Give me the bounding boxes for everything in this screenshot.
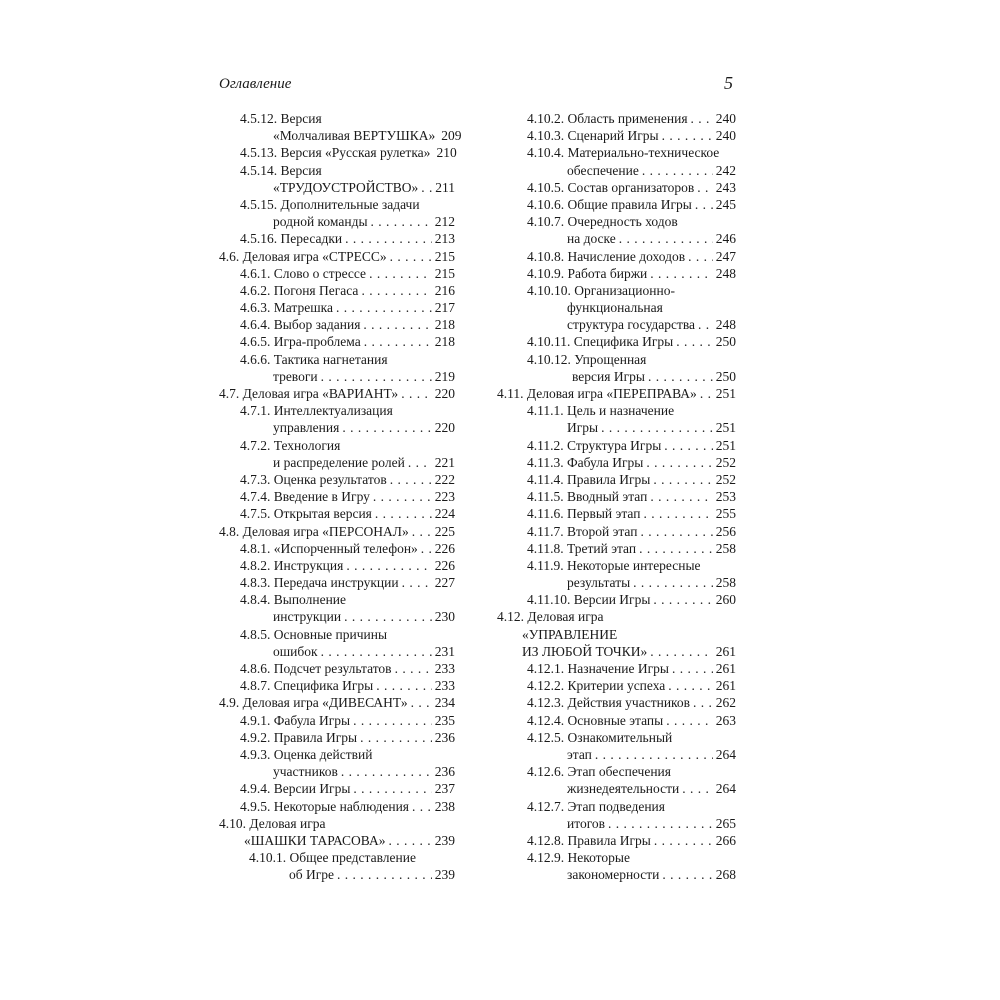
toc-entry-title: 4.8.2. Инструкция bbox=[240, 557, 344, 573]
toc-entry bbox=[497, 729, 736, 763]
toc-entry bbox=[219, 798, 455, 815]
dot-leader bbox=[341, 763, 432, 780]
toc-entry-title: 4.7.4. Введение в Игру bbox=[240, 489, 370, 505]
toc-entry-title: 4.6.5. Игра-проблема bbox=[240, 334, 361, 350]
dot-leader bbox=[601, 419, 713, 436]
toc-entry bbox=[219, 660, 455, 677]
toc-entry-title: 4.7. Деловая игра «ВАРИАНТ» bbox=[219, 386, 399, 401]
toc-entry-title: 4.10.11. Специфика Игры bbox=[527, 334, 674, 350]
toc-entry bbox=[497, 591, 736, 608]
toc-entry bbox=[497, 213, 736, 247]
dot-leader bbox=[344, 608, 432, 625]
toc-entry-title: 4.10.2. Область применения bbox=[527, 111, 688, 126]
dot-leader bbox=[353, 780, 431, 797]
toc-entry bbox=[497, 849, 736, 883]
dot-leader bbox=[633, 574, 713, 591]
dot-leader bbox=[342, 419, 431, 436]
toc-entry-title: 4.11.7. Второй этап bbox=[527, 523, 638, 539]
toc-entry-title: «Молчаливая ВЕРТУШКА» bbox=[273, 128, 436, 144]
toc-entry-page: 236 bbox=[434, 764, 455, 780]
toc-entry-page: 260 bbox=[715, 592, 736, 608]
toc-entry-title: 4.11.6. Первый этап bbox=[527, 506, 641, 522]
toc-entry-title: жизнедеятельности bbox=[567, 781, 680, 797]
toc-entry bbox=[497, 763, 736, 797]
toc-entry-page: 238 bbox=[434, 798, 455, 814]
toc-entry-page: 221 bbox=[434, 454, 455, 470]
toc-entry-title: 4.5.14. Версия bbox=[240, 162, 322, 178]
toc-entry bbox=[497, 196, 736, 213]
toc-entry-title: 4.10.7. Очередность ходов bbox=[527, 214, 678, 230]
toc-entry-title: «ШАШКИ ТАРАСОВА» bbox=[244, 832, 386, 848]
toc-entry-page: 247 bbox=[715, 248, 736, 264]
toc-entry-title: ошибок bbox=[273, 643, 318, 659]
toc-entry-page: 240 bbox=[715, 111, 736, 126]
toc-entry bbox=[219, 230, 455, 247]
dot-leader bbox=[363, 316, 431, 333]
toc-entry bbox=[497, 488, 736, 505]
toc-entry-page: 250 bbox=[715, 368, 736, 384]
toc-entry-page: 245 bbox=[715, 196, 736, 212]
toc-entry bbox=[219, 780, 455, 797]
dot-leader bbox=[666, 712, 713, 729]
toc-entry-title: 4.7.2. Технология bbox=[240, 437, 341, 453]
dot-leader bbox=[375, 505, 432, 522]
toc-entry bbox=[219, 540, 455, 557]
toc-entry-title: 4.10.4. Материально-техническое bbox=[527, 145, 720, 161]
toc-entry-title: 4.6.1. Слово о стрессе bbox=[240, 265, 367, 281]
toc-entry bbox=[497, 712, 736, 729]
dot-leader bbox=[376, 677, 432, 694]
toc-entry-title: управления bbox=[273, 420, 340, 436]
toc-entry-page: 211 bbox=[435, 179, 455, 195]
dot-leader bbox=[650, 265, 712, 282]
toc-entry-title: 4.11.4. Правила Игры bbox=[527, 471, 651, 487]
dot-leader bbox=[698, 316, 713, 333]
toc-entry-title: 4.9.4. Версии Игры bbox=[240, 781, 351, 797]
toc-entry-page: 265 bbox=[715, 815, 736, 831]
toc-entry bbox=[219, 574, 455, 591]
dot-leader bbox=[695, 196, 713, 213]
toc-entry-title: 4.9.5. Некоторые наблюдения bbox=[240, 798, 410, 814]
toc-entry bbox=[497, 694, 736, 711]
dot-leader bbox=[676, 333, 713, 350]
toc-entry-title: 4.10.6. Общие правила Игры bbox=[527, 196, 692, 212]
toc-entry-page: 264 bbox=[715, 781, 736, 797]
toc-entry-title: версия Игры bbox=[572, 368, 645, 384]
toc-entry-page: 239 bbox=[434, 867, 455, 883]
toc-entry-title: закономерности bbox=[567, 867, 660, 883]
toc-entry-title: 4.9.2. Правила Игры bbox=[240, 729, 358, 745]
toc-entry-title: ИЗ ЛЮБОЙ ТОЧКИ» bbox=[522, 643, 648, 659]
toc-entry-title: 4.5.15. Дополнительные задачи bbox=[240, 196, 420, 212]
toc-entry-page: 224 bbox=[434, 506, 455, 522]
toc-entry bbox=[219, 333, 455, 350]
dot-leader bbox=[390, 471, 432, 488]
toc-entry bbox=[219, 196, 455, 230]
toc-entry-page: 219 bbox=[434, 368, 455, 384]
toc-entry-title: 4.9. Деловая игра «ДИВЕСАНТ» bbox=[219, 695, 408, 711]
toc-entry-title: итогов bbox=[567, 815, 606, 831]
toc-entry-page: 213 bbox=[434, 231, 455, 247]
toc-entry-page: 251 bbox=[715, 386, 736, 401]
toc-entry-title: 4.7.5. Открытая версия bbox=[240, 506, 372, 522]
dot-leader bbox=[346, 557, 431, 574]
toc-entry bbox=[497, 454, 736, 471]
dot-leader bbox=[654, 832, 713, 849]
toc-entry-title: 4.12.1. Назначение Игры bbox=[527, 661, 669, 676]
toc-entry bbox=[497, 333, 736, 350]
toc-entry-page: 261 bbox=[715, 678, 736, 694]
dot-leader bbox=[388, 832, 431, 849]
toc-entry-title: 4.12.3. Действия участников bbox=[527, 695, 691, 711]
toc-entry bbox=[497, 248, 736, 265]
dot-leader bbox=[650, 643, 713, 660]
toc-entry bbox=[219, 815, 455, 849]
toc-entry-title: 4.11.5. Вводный этап bbox=[527, 489, 648, 505]
toc-entry-page: 218 bbox=[434, 334, 455, 350]
dot-leader bbox=[664, 437, 712, 454]
toc-entry bbox=[497, 608, 736, 660]
toc-entry bbox=[497, 144, 736, 178]
toc-entry-title: 4.12.6. Этап обеспечения bbox=[527, 764, 671, 780]
toc-entry-page: 252 bbox=[715, 471, 736, 487]
toc-entry-page: 226 bbox=[434, 557, 455, 573]
toc-entry-title: родной команды bbox=[273, 214, 368, 230]
toc-entry-page: 251 bbox=[715, 420, 736, 436]
toc-entry bbox=[497, 282, 736, 334]
dot-leader bbox=[321, 368, 432, 385]
dot-leader bbox=[672, 660, 713, 677]
dot-leader bbox=[353, 712, 432, 729]
toc-entry-title: 4.10.8. Начисление доходов bbox=[527, 248, 686, 264]
toc-entry-page: 237 bbox=[434, 781, 455, 797]
toc-entry-title: 4.7.1. Интеллектуализация bbox=[240, 403, 393, 419]
toc-entry-page: 210 bbox=[436, 145, 457, 161]
toc-entry-title: 4.8.7. Специфика Игры bbox=[240, 678, 374, 694]
toc-entry bbox=[497, 660, 736, 677]
toc-entry-page: 264 bbox=[715, 746, 736, 762]
toc-entry-page: 255 bbox=[715, 506, 736, 522]
dot-leader bbox=[412, 798, 432, 815]
toc-entry-page: 236 bbox=[434, 729, 455, 745]
toc-entry bbox=[219, 746, 455, 780]
toc-entry bbox=[219, 144, 455, 161]
toc-entry-title: 4.12.4. Основные этапы bbox=[527, 712, 664, 728]
toc-entry-page: 258 bbox=[715, 540, 736, 556]
toc-entry bbox=[219, 677, 455, 694]
toc-entry bbox=[219, 282, 455, 299]
dot-leader bbox=[682, 780, 713, 797]
toc-entry bbox=[497, 798, 736, 832]
toc-entry bbox=[497, 523, 736, 540]
toc-entry-page: 222 bbox=[434, 471, 455, 487]
toc-entry-page: 250 bbox=[715, 334, 736, 350]
toc-entry-title: 4.12.7. Этап подведения bbox=[527, 798, 665, 814]
toc-entry-title: 4.10.12. Упрощенная bbox=[527, 351, 647, 367]
toc-entry bbox=[219, 385, 455, 402]
toc-entry-title: об Игре bbox=[289, 867, 335, 883]
toc-entry bbox=[497, 351, 736, 385]
dot-leader bbox=[360, 729, 432, 746]
toc-entry-title: 4.6. Деловая игра «СТРЕСС» bbox=[219, 248, 387, 264]
toc-entry-title: 4.6.2. Погоня Пегаса bbox=[240, 282, 359, 298]
dot-leader bbox=[408, 454, 432, 471]
toc-entry-page: 268 bbox=[715, 867, 736, 883]
toc-entry-title: 4.5.16. Пересадки bbox=[240, 231, 343, 247]
toc-entry-title: 4.8.1. «Испорченный телефон» bbox=[240, 540, 418, 556]
toc-entry-title: 4.5.12. Версия bbox=[240, 111, 322, 126]
toc-left-column bbox=[219, 110, 462, 883]
toc-entry-title: 4.8. Деловая игра «ПЕРСОНАЛ» bbox=[219, 523, 409, 539]
toc-entry bbox=[219, 110, 462, 144]
toc-entry-title: 4.6.6. Тактика нагнетания bbox=[240, 351, 388, 367]
toc-entry-title: 4.5.13. Версия «Русская рулетка» bbox=[240, 145, 431, 161]
toc-entry-page: 252 bbox=[715, 454, 736, 470]
toc-entry-page: 251 bbox=[715, 437, 736, 453]
toc-entry bbox=[497, 127, 736, 144]
dot-leader bbox=[662, 127, 713, 144]
toc-entry-title: 4.11.9. Некоторые интересные bbox=[527, 557, 701, 573]
toc-entry-page: 261 bbox=[715, 643, 736, 659]
toc-entry-title: 4.10. Деловая игра bbox=[219, 815, 326, 831]
dot-leader bbox=[411, 694, 432, 711]
toc-entry bbox=[497, 557, 736, 591]
toc-entry-title: 4.9.3. Оценка действий bbox=[240, 746, 373, 762]
toc-entry bbox=[497, 832, 736, 849]
toc-entry-title: 4.8.4. Выполнение bbox=[240, 592, 347, 608]
dot-leader bbox=[336, 299, 432, 316]
toc-entry-title: 4.8.3. Передача инструкции bbox=[240, 575, 399, 591]
toc-entry-title: 4.11.8. Третий этап bbox=[527, 540, 637, 556]
toc-entry-title: 4.6.4. Выбор задания bbox=[240, 317, 361, 333]
toc-entry-title: «УПРАВЛЕНИЕ bbox=[522, 626, 618, 642]
toc-entry-page: 223 bbox=[434, 489, 455, 505]
toc-entry-page: 220 bbox=[434, 420, 455, 436]
dot-leader bbox=[640, 523, 712, 540]
toc-entry bbox=[219, 162, 455, 196]
dot-leader bbox=[653, 591, 712, 608]
toc-entry-page: 239 bbox=[434, 832, 455, 848]
toc-entry-title: Игры bbox=[567, 420, 599, 436]
toc-entry-title: 4.10.10. Организационно- bbox=[527, 282, 675, 298]
toc-entry bbox=[497, 385, 736, 402]
toc-entry bbox=[219, 316, 455, 333]
toc-entry-page: 233 bbox=[434, 678, 455, 694]
toc-right-column bbox=[497, 110, 736, 883]
toc-entry-title: 4.12.2. Критерии успеха bbox=[527, 678, 666, 694]
dot-leader bbox=[643, 505, 712, 522]
toc-entry-title: функциональная bbox=[567, 300, 663, 316]
toc-entry-page: 234 bbox=[434, 695, 455, 711]
toc-entry-title: 4.10.5. Состав организаторов bbox=[527, 179, 695, 195]
dot-leader bbox=[364, 333, 432, 350]
toc-entry-title: 4.12.5. Ознакомительный bbox=[527, 729, 673, 745]
toc-entry-page: 248 bbox=[715, 265, 736, 281]
toc-entry-page: 225 bbox=[434, 523, 455, 539]
toc-entry bbox=[219, 402, 455, 436]
dot-leader bbox=[693, 694, 713, 711]
toc-entry bbox=[219, 557, 455, 574]
dot-leader bbox=[401, 385, 432, 402]
toc-entry-page: 226 bbox=[434, 540, 455, 556]
toc-entry bbox=[219, 265, 455, 282]
toc-entry-title: 4.10.1. Общее представление bbox=[249, 850, 416, 866]
dot-leader bbox=[321, 643, 432, 660]
toc-entry-title: этап bbox=[567, 746, 592, 762]
toc-entry-page: 262 bbox=[715, 695, 736, 711]
toc-entry-page: 242 bbox=[715, 162, 736, 178]
toc-entry bbox=[219, 694, 455, 711]
toc-entry-page: 261 bbox=[715, 661, 736, 676]
toc-entry-title: 4.12.9. Некоторые bbox=[527, 850, 630, 866]
toc-entry-title: обеспечение bbox=[567, 162, 639, 178]
toc-entry-page: 240 bbox=[715, 128, 736, 144]
toc-entry bbox=[219, 471, 455, 488]
toc-entry-title: 4.11.1. Цель и назначение bbox=[527, 403, 675, 419]
toc-entry-page: 209 bbox=[441, 128, 462, 144]
dot-leader bbox=[395, 660, 432, 677]
dot-leader bbox=[662, 866, 712, 883]
dot-leader bbox=[642, 162, 713, 179]
dot-leader bbox=[653, 471, 712, 488]
toc-entry-title: инструкции bbox=[273, 609, 342, 625]
dot-leader bbox=[373, 488, 432, 505]
dot-leader bbox=[700, 385, 713, 402]
dot-leader bbox=[371, 213, 432, 230]
toc-entry bbox=[497, 402, 736, 436]
toc-entry-page: 263 bbox=[715, 712, 736, 728]
toc-entry-page: 231 bbox=[434, 643, 455, 659]
toc-entry bbox=[219, 849, 455, 883]
toc-entry-page: 215 bbox=[434, 248, 455, 264]
dot-leader bbox=[369, 265, 432, 282]
dot-leader bbox=[650, 488, 712, 505]
toc-entry-page: 233 bbox=[434, 661, 455, 676]
toc-entry bbox=[219, 351, 455, 385]
dot-leader bbox=[697, 179, 713, 196]
toc-entry bbox=[497, 471, 736, 488]
toc-entry-page: 217 bbox=[434, 300, 455, 316]
toc-entry-title: 4.8.5. Основные причины bbox=[240, 626, 388, 642]
toc-entry-page: 216 bbox=[434, 282, 455, 298]
toc-entry-page: 235 bbox=[434, 712, 455, 728]
running-header-title: Оглавление bbox=[219, 76, 292, 92]
dot-leader bbox=[337, 866, 432, 883]
page-number: 5 bbox=[724, 73, 733, 93]
toc-entry-title: на доске bbox=[567, 231, 616, 247]
dot-leader bbox=[421, 540, 432, 557]
toc-entry-title: и распределение ролей bbox=[273, 454, 405, 470]
toc-entry bbox=[219, 437, 455, 471]
toc-entry-page: 243 bbox=[715, 179, 736, 195]
dot-leader bbox=[668, 677, 712, 694]
toc-entry bbox=[497, 540, 736, 557]
toc-entry bbox=[219, 729, 455, 746]
dot-leader bbox=[648, 368, 713, 385]
toc-entry bbox=[497, 179, 736, 196]
toc-entry-title: 4.8.6. Подсчет результатов bbox=[240, 661, 392, 676]
toc-entry-title: структура государства bbox=[567, 317, 696, 333]
toc-entry-page: 246 bbox=[715, 231, 736, 247]
toc-entry-page: 266 bbox=[715, 832, 736, 848]
toc-entry bbox=[497, 677, 736, 694]
toc-entry-title: 4.7.3. Оценка результатов bbox=[240, 471, 387, 487]
toc-entry-title: участников bbox=[273, 764, 338, 780]
toc-entry bbox=[219, 591, 455, 625]
toc-entry-title: 4.12. Деловая игра bbox=[497, 609, 604, 625]
toc-entry-title: 4.11.10. Версии Игры bbox=[527, 592, 651, 608]
toc-entry bbox=[497, 265, 736, 282]
toc-entry bbox=[219, 626, 455, 660]
toc-entry-title: тревоги bbox=[273, 368, 318, 384]
toc-entry-page: 253 bbox=[715, 489, 736, 505]
toc-entry bbox=[497, 437, 736, 454]
dot-leader bbox=[390, 248, 432, 265]
toc-entry bbox=[219, 712, 455, 729]
toc-entry-page: 220 bbox=[434, 386, 455, 401]
toc-entry-title: «ТРУДОУСТРОЙСТВО» bbox=[273, 179, 419, 195]
toc-entry bbox=[219, 523, 455, 540]
toc-entry-page: 258 bbox=[715, 575, 736, 591]
dot-leader bbox=[345, 230, 432, 247]
toc-entry-page: 230 bbox=[434, 609, 455, 625]
dot-leader bbox=[608, 815, 713, 832]
dot-leader bbox=[412, 523, 432, 540]
toc-entry-page: 248 bbox=[715, 317, 736, 333]
dot-leader bbox=[361, 282, 431, 299]
toc-entry-title: 4.11.3. Фабула Игры bbox=[527, 454, 644, 470]
toc-entry-title: 4.9.1. Фабула Игры bbox=[240, 712, 351, 728]
toc-entry-title: результаты bbox=[567, 575, 631, 591]
toc-entry bbox=[219, 488, 455, 505]
toc-entry bbox=[497, 505, 736, 522]
toc-entry-title: 4.6.3. Матрешка bbox=[240, 300, 333, 316]
dot-leader bbox=[402, 574, 432, 591]
toc-entry-page: 215 bbox=[434, 265, 455, 281]
dot-leader bbox=[646, 454, 712, 471]
dot-leader bbox=[688, 248, 713, 265]
toc-entry bbox=[219, 248, 455, 265]
dot-leader bbox=[421, 179, 432, 196]
dot-leader bbox=[619, 230, 713, 247]
dot-leader bbox=[691, 110, 713, 127]
toc-entry bbox=[497, 110, 736, 127]
toc-entry-page: 212 bbox=[434, 214, 455, 230]
toc-entry-title: 4.11.2. Структура Игры bbox=[527, 437, 662, 453]
toc-entry bbox=[219, 505, 455, 522]
toc-entry-title: 4.10.9. Работа биржи bbox=[527, 265, 648, 281]
toc-entry bbox=[219, 299, 455, 316]
dot-leader bbox=[595, 746, 713, 763]
toc-entry-page: 256 bbox=[715, 523, 736, 539]
toc-entry-title: 4.11. Деловая игра «ПЕРЕПРАВА» bbox=[497, 386, 697, 401]
toc-entry-page: 218 bbox=[434, 317, 455, 333]
toc-entry-title: 4.12.8. Правила Игры bbox=[527, 832, 651, 848]
toc-entry-page: 227 bbox=[434, 575, 455, 591]
toc-entry-title: 4.10.3. Сценарий Игры bbox=[527, 128, 659, 144]
dot-leader bbox=[639, 540, 713, 557]
